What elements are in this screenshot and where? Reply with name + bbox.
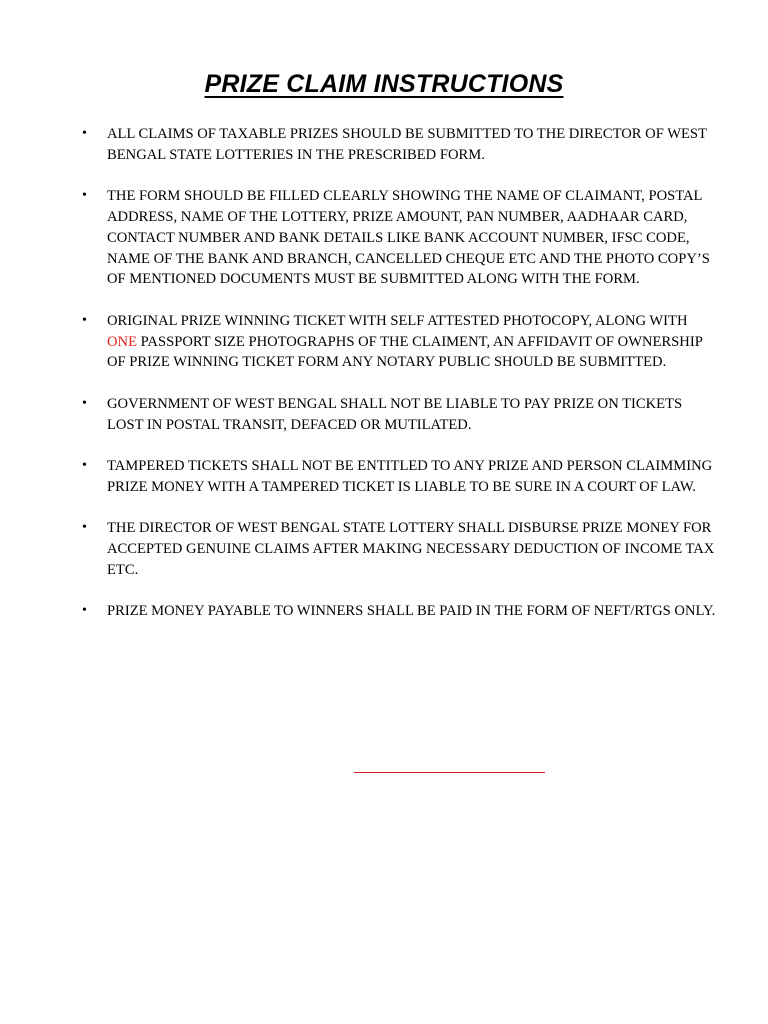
- list-item: [0, 186, 768, 290]
- instruction-text: THE FORM SHOULD BE FILLED CLEARLY SHOWING THE NAME OF CLAIMANT, POSTAL ADDRESS, NAME OF THE LOTTERY, PRIZE AMOUNT, PAN NUMBER, AADHAAR CARD, CONTACT NUMBER AND BANK DETAILS LIKE BANK ACCOUNT NUMBER, IFSC CODE, NAME OF THE BANK AND BRANCH, CANCELLED CHEQUE ETC AND THE PHOTO COPY’S OF MENTIONED DOCUMENTS MUST BE SUBMITTED ALONG WITH THE FORM.: [107, 188, 710, 288]
- bullet-icon: •: [82, 603, 87, 619]
- bullet-icon: •: [82, 188, 87, 204]
- list-item: [0, 518, 768, 580]
- list-item: [0, 456, 768, 498]
- signature-line: [354, 772, 545, 773]
- instruction-text-after: PASSPORT SIZE PHOTOGRAPHS OF THE CLAIMENT, AN AFFIDAVIT OF OWNERSHIP OF PRIZE WINNING TICKET FORM ANY NOTARY PUBLIC SHOULD BE SUBMITTED.: [107, 333, 703, 371]
- instruction-text: TAMPERED TICKETS SHALL NOT BE ENTITLED TO ANY PRIZE AND PERSON CLAIMMING PRIZE MONEY WITH A TAMPERED TICKET IS LIABLE TO BE SURE IN A COURT OF LAW.: [107, 457, 713, 495]
- highlighted-word: ONE: [107, 333, 137, 350]
- instruction-text: GOVERNMENT OF WEST BENGAL SHALL NOT BE LIABLE TO PAY PRIZE ON TICKETS LOST IN POSTAL TRANSIT, DEFACED OR MUTILATED.: [107, 395, 683, 433]
- instruction-text: PRIZE MONEY PAYABLE TO WINNERS SHALL BE PAID IN THE FORM OF NEFT/RTGS ONLY.: [107, 603, 716, 620]
- list-item: [0, 311, 768, 373]
- list-item: [0, 394, 768, 436]
- instruction-text: THE DIRECTOR OF WEST BENGAL STATE LOTTERY SHALL DISBURSE PRIZE MONEY FOR ACCEPTED GENUINE CLAIMS AFTER MAKING NECESSARY DEDUCTION OF INCOME TAX ETC.: [107, 520, 715, 578]
- bullet-icon: •: [82, 126, 87, 141]
- instruction-text: ALL CLAIMS OF TAXABLE PRIZES SHOULD BE SUBMITTED TO THE DIRECTOR OF WEST BENGAL STATE LOTTERIES IN THE PRESCRIBED FORM.: [107, 126, 707, 163]
- bullet-icon: •: [82, 457, 87, 473]
- bullet-icon: •: [82, 395, 87, 411]
- page-title: PRIZE CLAIM INSTRUCTIONS: [204, 70, 564, 98]
- bullet-icon: •: [82, 312, 87, 328]
- instructions-list: [0, 124, 768, 643]
- instruction-text-before: ORIGINAL PRIZE WINNING TICKET WITH SELF ATTESTED PHOTOCOPY, ALONG WITH: [107, 312, 688, 329]
- list-item: [0, 124, 768, 166]
- bullet-icon: •: [82, 520, 87, 536]
- list-item: [0, 601, 768, 622]
